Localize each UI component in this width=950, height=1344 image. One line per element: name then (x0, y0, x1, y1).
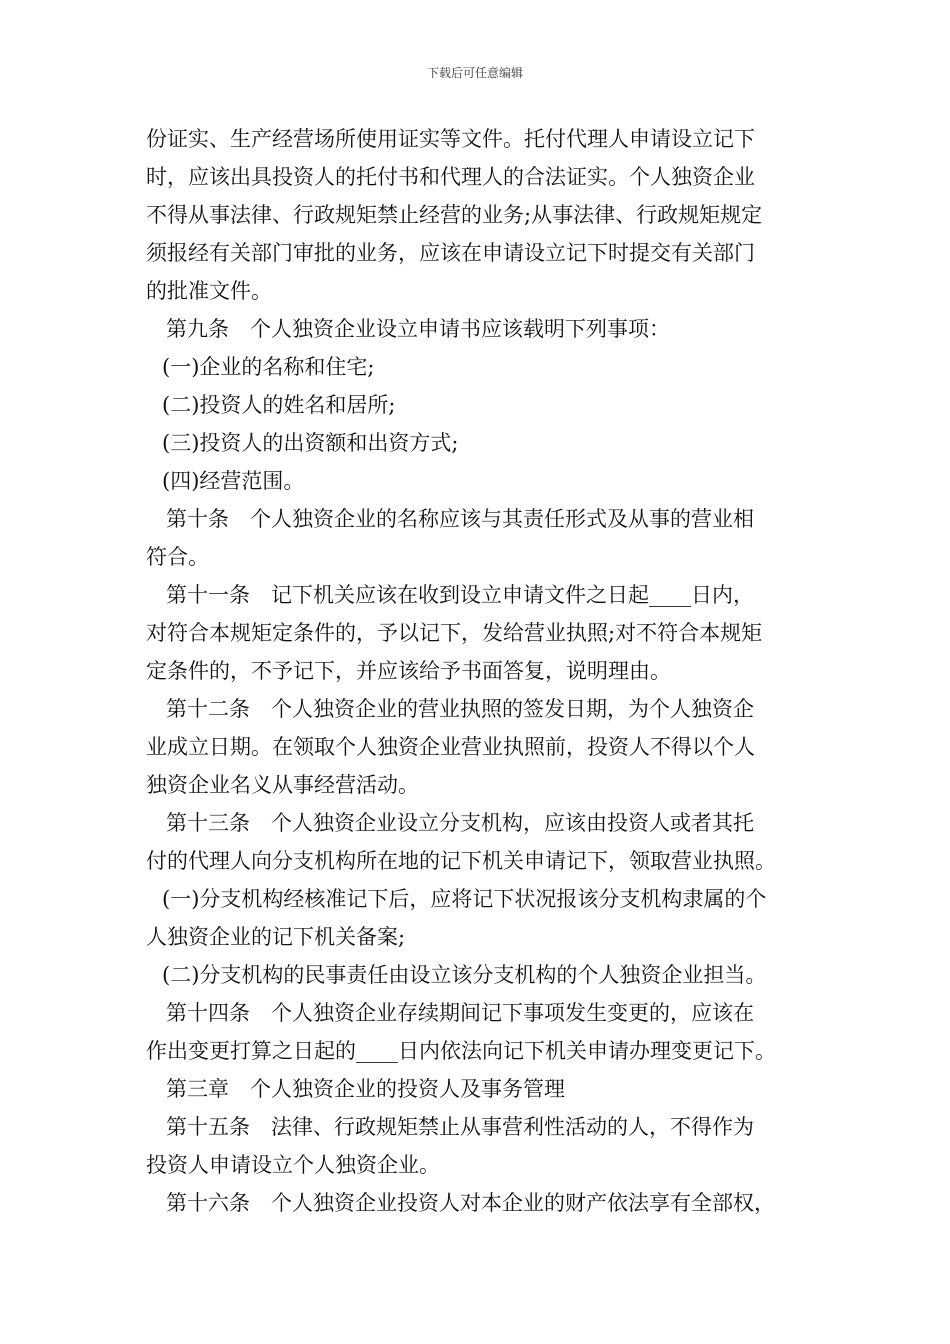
body-line: 须报经有关部门审批的业务，应该在申请设立记下时提交有关部门 (146, 241, 755, 265)
list-item-line: (四)经营范围。 (162, 469, 305, 493)
list-item-line: (一)分支机构经核准记下后，应将记下状况报该分支机构隶属的个 (162, 887, 767, 911)
document-body (146, 120, 818, 1222)
article-heading-line: 第十三条 个人独资企业设立分支机构，应该由投资人或者其托 (166, 811, 754, 835)
article-heading-line: 第十五条 法律、行政规矩禁止从事营利性活动的人，不得作为 (166, 1115, 754, 1139)
body-line: 人独资企业的记下机关备案; (146, 925, 406, 949)
article-heading-line: 第十四条 个人独资企业存续期间记下事项发生变更的，应该在 (166, 1001, 754, 1025)
body-line: 投资人申请设立个人独资企业。 (146, 1153, 440, 1177)
list-item-line: (二)投资人的姓名和居所; (162, 393, 396, 417)
article-heading-line: 第十二条 个人独资企业的营业执照的签发日期，为个人独资企 (166, 697, 754, 721)
page-header: 下载后可任意编辑 (426, 66, 523, 80)
article-heading-line: 第九条 个人独资企业设立申请书应该载明下列事项： (166, 317, 670, 341)
body-line: 时，应该出具投资人的托付书和代理人的合法证实。个人独资企业 (146, 165, 755, 189)
body-line: 独资企业名义从事经营活动。 (146, 773, 419, 797)
body-line: 付的代理人向分支机构所在地的记下机关申请记下，领取营业执照。 (146, 849, 776, 873)
body-line: 作出变更打算之日起的____日内依法向记下机关申请办理变更记下。 (146, 1039, 776, 1063)
chapter-heading-line: 第三章 个人独资企业的投资人及事务管理 (166, 1077, 565, 1101)
list-item-line: (一)企业的名称和住宅; (162, 355, 375, 379)
body-line: 份证实、生产经营场所使用证实等文件。托付代理人申请设立记下 (146, 127, 755, 151)
article-heading-line: 第十一条 记下机关应该在收到设立申请文件之日起____日内， (166, 583, 754, 607)
article-heading-line: 第十六条 个人独资企业投资人对本企业的财产依法享有全部权， (166, 1191, 775, 1215)
body-line: 的批准文件。 (146, 279, 272, 303)
list-item-line: (二)分支机构的民事责任由设立该分支机构的个人独资企业担当。 (162, 963, 767, 987)
body-line: 业成立日期。在领取个人独资企业营业执照前，投资人不得以个人 (146, 735, 755, 759)
article-heading-line: 第十条 个人独资企业的名称应该与其责任形式及从事的营业相 (166, 507, 754, 531)
body-line: 对符合本规矩定条件的，予以记下，发给营业执照;对不符合本规矩 (146, 621, 763, 645)
body-line: 符合。 (146, 545, 209, 569)
body-line: 不得从事法律、行政规矩禁止经营的业务;从事法律、行政规矩规定 (146, 203, 763, 227)
list-item-line: (三)投资人的出资额和出资方式; (162, 431, 459, 455)
body-line: 定条件的，不予记下，并应该给予书面答复，说明理由。 (146, 659, 671, 683)
